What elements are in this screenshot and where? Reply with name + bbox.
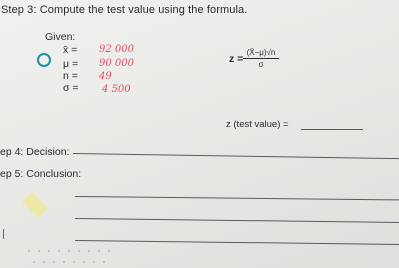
n-value: 49 <box>99 71 112 82</box>
decision-answer-line <box>73 153 399 159</box>
pattern-dot <box>53 261 55 263</box>
pattern-dot <box>78 250 80 252</box>
pattern-dot <box>98 250 100 252</box>
pattern-dot <box>108 250 110 252</box>
xbar-symbol: x̄ = <box>63 44 78 56</box>
formula-denominator: σ <box>258 60 264 69</box>
step3-title: Step 3: Compute the test value using the formula. <box>1 4 248 16</box>
conclusion-line-1 <box>75 196 399 200</box>
step5-label: ep 5: Conclusion: <box>0 168 82 180</box>
pattern-dot <box>48 250 50 252</box>
given-label: Given: <box>45 31 76 43</box>
pattern-dot <box>83 261 85 263</box>
pattern-dot <box>103 261 105 263</box>
margin-mark <box>3 229 4 239</box>
test-value-label: z (test value) = <box>226 119 289 130</box>
formula-fraction-bar <box>243 58 279 59</box>
pattern-dot <box>63 261 65 263</box>
sigma-value: 4 500 <box>102 84 131 95</box>
mu-value: 90 000 <box>99 58 134 69</box>
test-value-answer-line <box>301 129 363 130</box>
pattern-dot <box>73 261 75 263</box>
circle-marker-icon <box>37 53 51 67</box>
formula-numerator: (X̄−μ)√n <box>246 48 276 57</box>
mu-symbol: μ = <box>63 58 79 70</box>
sigma-symbol: σ = <box>63 82 79 94</box>
xbar-value: 92 000 <box>99 44 134 55</box>
pattern-dot <box>88 250 90 252</box>
pattern-dot <box>28 250 30 252</box>
yellow-sticker <box>22 192 47 217</box>
pattern-dot <box>43 261 45 263</box>
pattern-dot <box>38 250 40 252</box>
n-symbol: n = <box>63 70 78 82</box>
pattern-dot <box>93 261 95 263</box>
step4-label: ep 4: Decision: <box>0 146 70 158</box>
conclusion-line-3 <box>75 240 399 245</box>
pattern-dot <box>58 250 60 252</box>
pattern-dot <box>33 261 35 263</box>
pattern-dot <box>68 250 70 252</box>
conclusion-line-2 <box>75 218 399 223</box>
formula-lhs: z = <box>229 53 244 65</box>
